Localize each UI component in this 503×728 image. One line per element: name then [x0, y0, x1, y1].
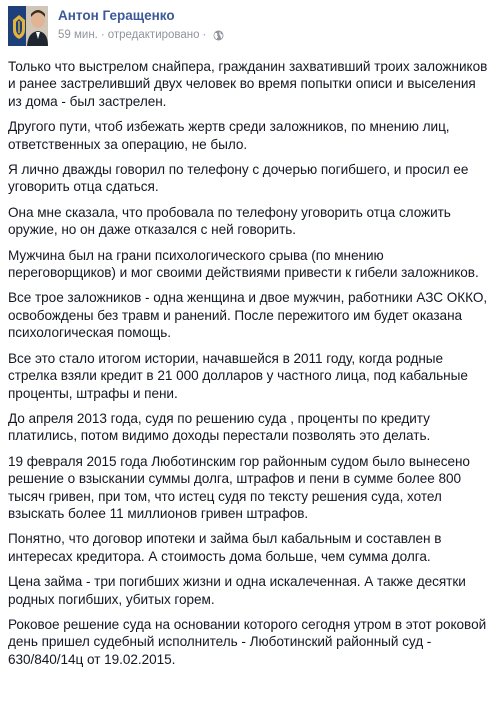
meta-separator: · — [100, 29, 105, 41]
author-avatar[interactable] — [8, 6, 48, 46]
post-timestamp[interactable]: 59 мин. — [58, 29, 98, 41]
post-paragraph: Я лично дважды говорил по телефону с дочерью погибшего, и просил ее уговорить отца сдаться. — [8, 162, 469, 195]
post-paragraph: Понятно, что договор ипотеки и займа был кабальным и составлен в интересах кредитора. А стоимость дома больше, чем сумма долга. — [8, 531, 442, 564]
edited-label[interactable]: отредактировано — [107, 29, 200, 41]
meta-separator-2: · — [202, 29, 207, 41]
post-paragraph: Она мне сказала, что пробовала по телефону уговорить отца сложить оружие, но он даже отказался с ней говорить. — [8, 204, 451, 238]
post-body — [8, 58, 491, 668]
post-subline — [58, 27, 224, 43]
post-paragraph: Другого пути, чтоб избежать жертв среди заложников, по мнению лиц, ответственных за операцию, не было. — [8, 119, 450, 152]
post-paragraph: Все это стало итогом истории, начавшейся в 2011 году, когда родные стрелка взяли кредит в 21 000 долларов у частного лица, под кабальные проценты, штрафы и пени. — [8, 350, 468, 401]
globe-icon[interactable] — [213, 30, 224, 41]
post-header — [8, 6, 491, 52]
post-paragraph: Цена займа - три погибших жизни и одна искалеченная. А также десятки родных погибших, убитых горем. — [8, 574, 466, 607]
post-paragraph: Только что выстрелом снайпера, гражданин захвативший троих заложников и ранее застреливший двух человек во время попытки описи и выселения из дома - был застрелен. — [8, 59, 488, 109]
post-paragraph: Роковое решение суда на основании которого сегодня утром в этот роковой день пришел судебный исполнитель - Люботинский районный суд - 630/840/14ц от 19.02.2015. — [8, 616, 487, 667]
post-paragraph: Мужчина был на грани психологического срыва (по мнению переговорщиков) и мог своими действиями привести к гибели заложников. — [8, 247, 479, 281]
post-paragraph: Все трое заложников - одна женщина и двое мужчин, работники АЗС ОККО, освобождены без травм и ранений. После пережитого им будет оказана психологическая помощь. — [8, 290, 488, 341]
post-paragraph: 19 февраля 2015 года Люботинским гор районным судом было вынесено решение о взыскании суммы долга, штрафов и пени в сумме более 800 тысяч гривен, при том, что истец судя по тексту решения суда, хотел взыскать более 11 миллионов гривен штрафов. — [8, 453, 470, 521]
post-paragraph: До апреля 2013 года, судя по решению суда , проценты по кредиту платились, потом видимо доходы перестали позволять это делать. — [8, 410, 431, 444]
post-meta — [58, 6, 224, 43]
person-photo — [26, 6, 48, 46]
author-name-link[interactable]: Антон Геращенко — [58, 8, 175, 23]
